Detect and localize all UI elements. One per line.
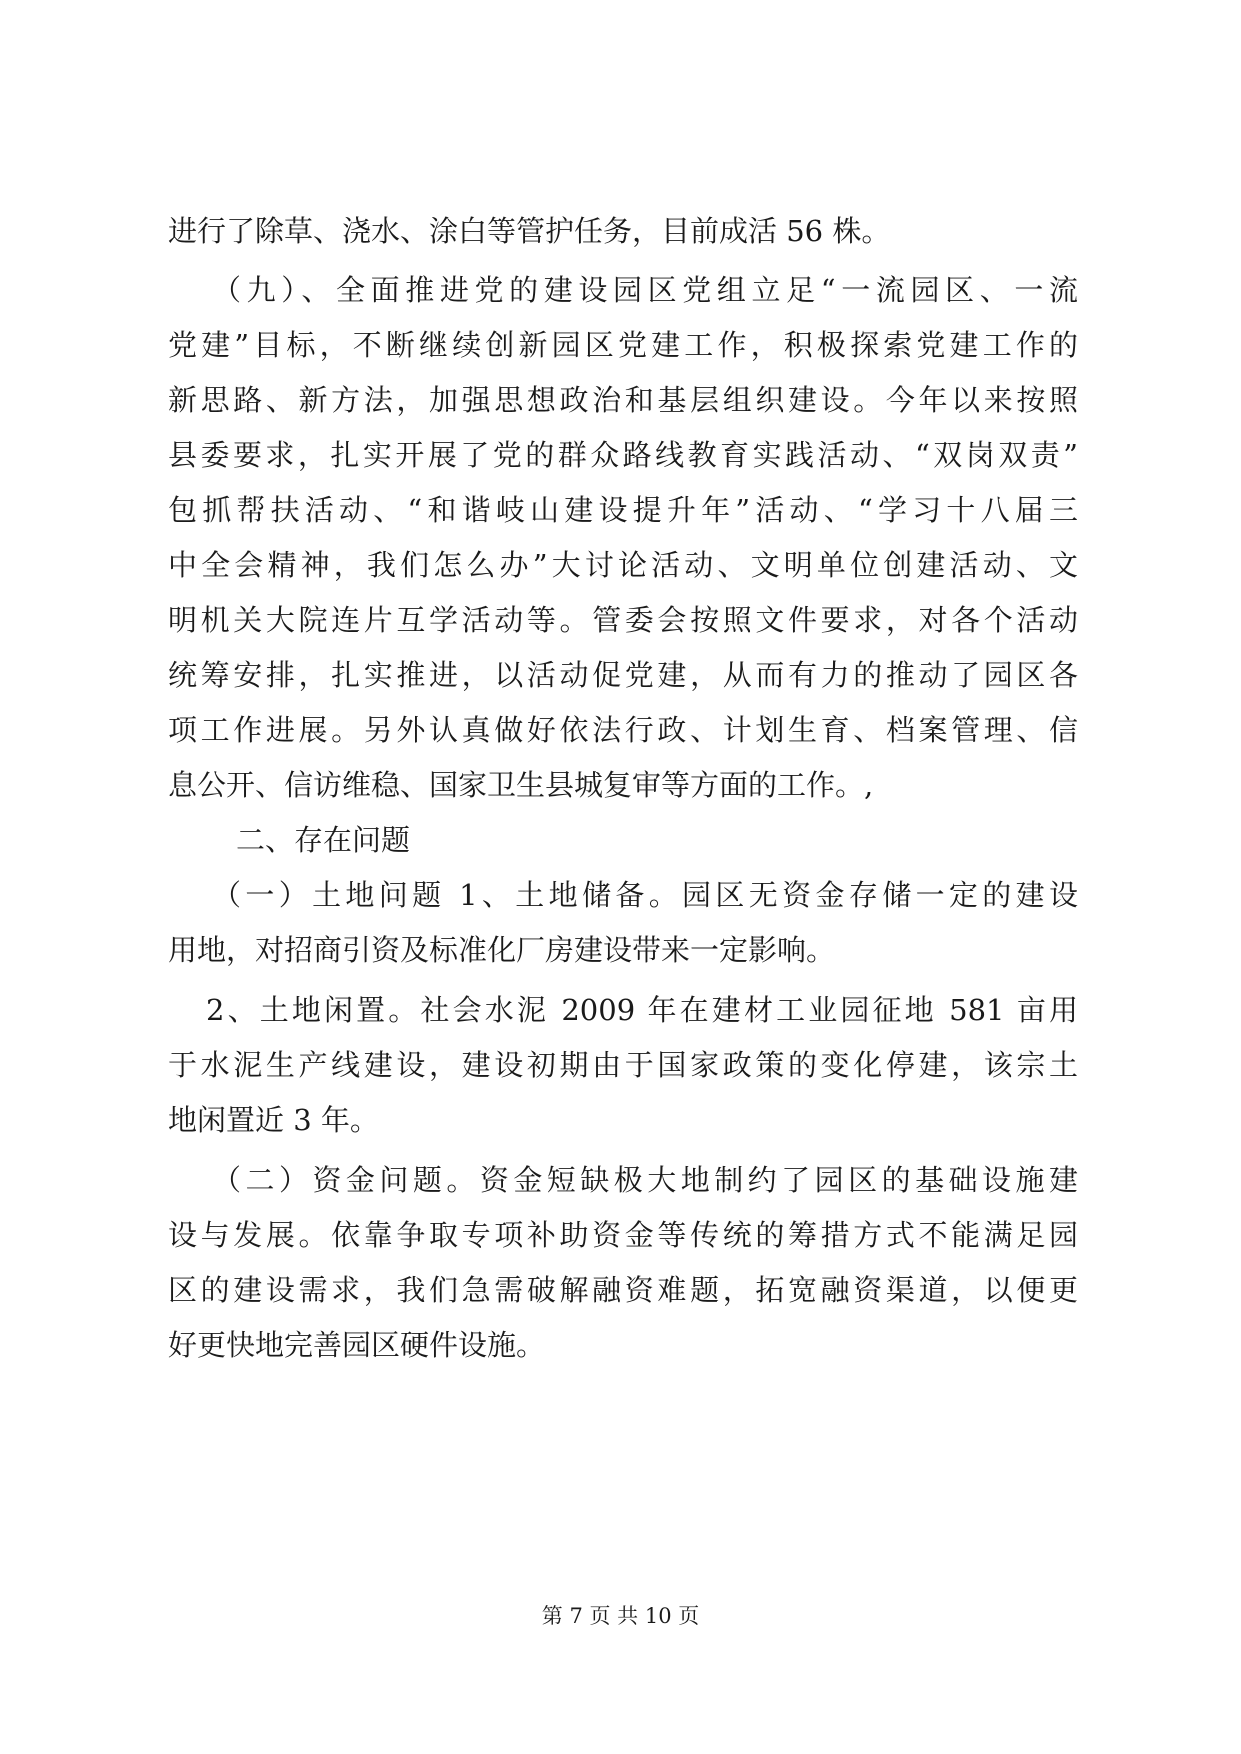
text-line-3: 党建”目标，不断继续创新园区党建工作，积极探索党建工作的 — [168, 328, 1078, 362]
text-line-16: 于水泥生产线建设，建设初期由于国家政策的变化停建，该宗土 — [168, 1048, 1078, 1082]
text-line-7: 中全会精神，我们怎么办”大讨论活动、文明单位创建活动、文 — [168, 548, 1078, 582]
text-line-1: 进行了除草、浇水、涂白等管护任务，目前成活 56 株。 — [168, 214, 891, 248]
text-line-6: 包抓帮扶活动、“和谐岐山建设提升年”活动、“学习十八届三 — [168, 493, 1078, 527]
text-line-8: 明机关大院连片互学活动等。管委会按照文件要求，对各个活动 — [168, 603, 1078, 637]
text-line-18: （二）资金问题。资金短缺极大地制约了园区的基础设施建 — [212, 1163, 1078, 1197]
text-line-9: 统筹安排，扎实推进，以活动促党建，从而有力的推动了园区各 — [168, 658, 1078, 692]
text-line-10: 项工作进展。另外认真做好依法行政、计划生育、档案管理、信 — [168, 713, 1078, 747]
text-line-20: 区的建设需求，我们急需破解融资难题，拓宽融资渠道，以便更 — [168, 1273, 1078, 1307]
section-heading-problems: 二、存在问题 — [236, 823, 411, 857]
text-line-5: 县委要求，扎实开展了党的群众路线教育实践活动、“双岗双责” — [168, 438, 1078, 472]
text-line-19: 设与发展。依靠争取专项补助资金等传统的筹措方式不能满足园 — [168, 1218, 1078, 1252]
text-line-21: 好更快地完善园区硬件设施。 — [168, 1328, 546, 1362]
text-line-15: 2、土地闲置。社会水泥 2009 年在建材工业园征地 581 亩用 — [206, 993, 1078, 1027]
text-line-17: 地闲置近 3 年。 — [168, 1103, 379, 1137]
text-line-11: 息公开、信访维稳、国家卫生县城复审等方面的工作。, — [168, 768, 874, 802]
text-line-14: 用地，对招商引资及标准化厂房建设带来一定影响。 — [168, 933, 836, 967]
text-line-2: （九）、全面推进党的建设园区党组立足“一流园区、一流 — [212, 273, 1078, 307]
text-line-13: （一）土地问题 1、土地储备。园区无资金存储一定的建设 — [212, 878, 1078, 912]
page-number-footer: 第 7 页 共 10 页 — [541, 1604, 700, 1628]
text-line-4: 新思路、新方法，加强思想政治和基层组织建设。今年以来按照 — [168, 383, 1078, 417]
